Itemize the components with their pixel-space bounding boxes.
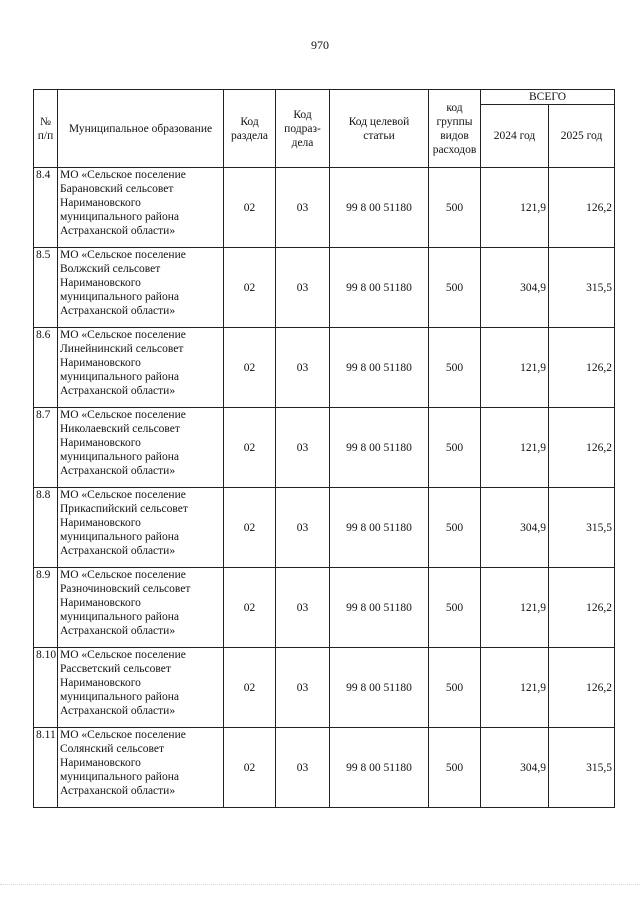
header-target-code: Код целевой статьи — [330, 90, 429, 168]
section-code: 02 — [224, 568, 276, 648]
subsection-code: 03 — [276, 728, 330, 808]
subsection-code: 03 — [276, 248, 330, 328]
expense-group-code: 500 — [429, 488, 481, 568]
row-number: 8.8 — [34, 488, 58, 568]
table-row — [34, 568, 615, 648]
header-municipality: Муниципальное образование — [58, 90, 224, 168]
expense-group-code: 500 — [429, 408, 481, 488]
row-number: 8.9 — [34, 568, 58, 648]
header-year-2025: 2025 год — [549, 105, 615, 168]
budget-table — [33, 89, 615, 808]
municipality-name: МО «Сельское поселение Прикаспийский сельсовет Наримановского муниципального района Астраханской области» — [58, 488, 224, 568]
municipality-name: МО «Сельское поселение Волжский сельсовет Наримановского муниципального района Астраханской области» — [58, 248, 224, 328]
amount-2024: 304,9 — [481, 488, 549, 568]
amount-2025: 315,5 — [549, 728, 615, 808]
row-number: 8.6 — [34, 328, 58, 408]
row-number: 8.5 — [34, 248, 58, 328]
amount-2024: 304,9 — [481, 248, 549, 328]
section-code: 02 — [224, 488, 276, 568]
row-number: 8.4 — [34, 168, 58, 248]
amount-2025: 315,5 — [549, 248, 615, 328]
table-row — [34, 168, 615, 248]
municipality-name: МО «Сельское поселение Солянский сельсовет Наримановского муниципального района Астраханской области» — [58, 728, 224, 808]
section-code: 02 — [224, 728, 276, 808]
section-code: 02 — [224, 248, 276, 328]
municipality-name: МО «Сельское поселение Линейнинский сельсовет Наримановского муниципального района Астраханской области» — [58, 328, 224, 408]
amount-2024: 121,9 — [481, 568, 549, 648]
header-expense-group: код группы видов расходов — [429, 90, 481, 168]
subsection-code: 03 — [276, 488, 330, 568]
expense-group-code: 500 — [429, 728, 481, 808]
amount-2025: 126,2 — [549, 328, 615, 408]
header-year-2024: 2024 год — [481, 105, 549, 168]
expense-group-code: 500 — [429, 248, 481, 328]
subsection-code: 03 — [276, 168, 330, 248]
table-row — [34, 488, 615, 568]
amount-2024: 121,9 — [481, 328, 549, 408]
municipality-name: МО «Сельское поселение Барановский сельсовет Наримановского муниципального района Астраханской области» — [58, 168, 224, 248]
amount-2024: 121,9 — [481, 168, 549, 248]
subsection-code: 03 — [276, 568, 330, 648]
target-code: 99 8 00 51180 — [330, 728, 429, 808]
table-row — [34, 328, 615, 408]
subsection-code: 03 — [276, 648, 330, 728]
section-code: 02 — [224, 648, 276, 728]
target-code: 99 8 00 51180 — [330, 408, 429, 488]
municipality-name: МО «Сельское поселение Рассветский сельсовет Наримановского муниципального района Астраханской области» — [58, 648, 224, 728]
amount-2025: 126,2 — [549, 568, 615, 648]
table-header — [34, 90, 615, 168]
amount-2025: 126,2 — [549, 648, 615, 728]
amount-2025: 126,2 — [549, 408, 615, 488]
table-body — [34, 168, 615, 808]
target-code: 99 8 00 51180 — [330, 248, 429, 328]
expense-group-code: 500 — [429, 168, 481, 248]
table-row — [34, 728, 615, 808]
target-code: 99 8 00 51180 — [330, 568, 429, 648]
section-code: 02 — [224, 168, 276, 248]
amount-2025: 126,2 — [549, 168, 615, 248]
subsection-code: 03 — [276, 408, 330, 488]
table-row — [34, 408, 615, 488]
row-number: 8.7 — [34, 408, 58, 488]
table-row — [34, 648, 615, 728]
section-code: 02 — [224, 328, 276, 408]
target-code: 99 8 00 51180 — [330, 168, 429, 248]
header-total: ВСЕГО — [481, 90, 615, 105]
expense-group-code: 500 — [429, 328, 481, 408]
municipality-name: МО «Сельское поселение Николаевский сельсовет Наримановского муниципального района Астраханской области» — [58, 408, 224, 488]
table-row — [34, 248, 615, 328]
subsection-code: 03 — [276, 328, 330, 408]
page-number: 970 — [311, 38, 329, 52]
amount-2024: 304,9 — [481, 728, 549, 808]
row-number: 8.10 — [34, 648, 58, 728]
header-section-code: Код раздела — [224, 90, 276, 168]
amount-2025: 315,5 — [549, 488, 615, 568]
header-subsection-code: Код подраз-дела — [276, 90, 330, 168]
amount-2024: 121,9 — [481, 648, 549, 728]
row-number: 8.11 — [34, 728, 58, 808]
amount-2024: 121,9 — [481, 408, 549, 488]
target-code: 99 8 00 51180 — [330, 488, 429, 568]
expense-group-code: 500 — [429, 648, 481, 728]
target-code: 99 8 00 51180 — [330, 328, 429, 408]
header-num: № п/п — [34, 90, 58, 168]
section-code: 02 — [224, 408, 276, 488]
municipality-name: МО «Сельское поселение Разночиновский сельсовет Наримановского муниципального района Астраханской области» — [58, 568, 224, 648]
target-code: 99 8 00 51180 — [330, 648, 429, 728]
scan-artifact-line — [0, 884, 640, 888]
expense-group-code: 500 — [429, 568, 481, 648]
